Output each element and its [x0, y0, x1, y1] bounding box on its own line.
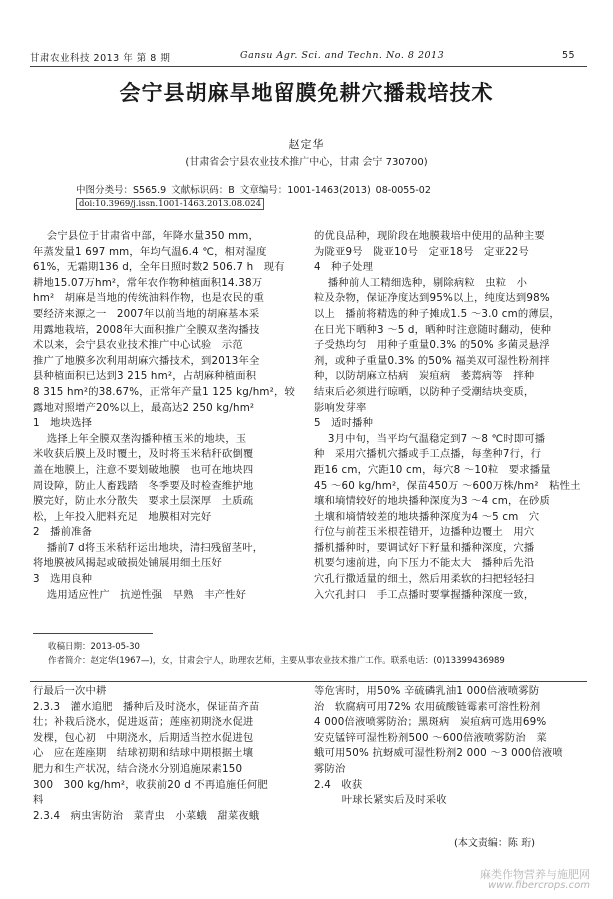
body-line: 将地膜被风揭起或破损处铺展用细土压好 [33, 557, 222, 570]
body-line: 播机播种时，要调试好下籽量和播种深度，穴播 [314, 541, 535, 554]
body-line: 播前7 d将玉米秸秆运出地块，清扫残留茎叶， [33, 541, 264, 554]
body-line: 3 选用良种 [33, 573, 93, 586]
body-line: 肥力和生产状况，结合浇水分别追施尿素150 [33, 762, 243, 775]
watermark-cn: 麻类作物营养与施肥网 [480, 868, 590, 881]
body-line: 行位与前茬玉米根茬错开，边播种边覆土 用穴 [314, 526, 535, 539]
body-line: 播种前人工精细选种，剔除病粒 虫粒 小 [314, 276, 528, 289]
body-line: 等危害时，用50% 辛硫磷乳油1 000倍液喷雾防 [314, 685, 540, 697]
body-line: hm² 胡麻是当地的传统油料作物，也是农民的重 [33, 292, 265, 305]
author-affiliation: (甘肃省会宁县农业技术推广中心，甘肃 会宁 730700) [185, 157, 428, 168]
body-line: 用露地栽培，2008年大面积推广全膜双垄沟播技 [33, 323, 260, 336]
body-line: 300 300 kg/hm²，收获前20 d 不再追施任何肥 [33, 778, 268, 791]
body-line: 壤和墒情较好的地块播种深度为3 ～4 cm，在砂质 [314, 495, 550, 508]
footnote-author: 作者简介：赵定华(1967—)，女，甘肃会宁人，助理农艺师，主要从事农业技术推广工作。联系电话：(0)13399436989 [48, 656, 505, 666]
body-line: 治 软腐病可用72% 农用硫酸链霉素可溶性粉剂 [314, 700, 541, 713]
body-line: 膜完好，防止水分散失 要求土层深厚 土质疏 [33, 495, 254, 508]
body-line: 2.3.4 病虫害防治 菜青虫 小菜蛾 甜菜夜蛾 [33, 809, 260, 822]
body-line: 机要匀速前进，向下压力不能太大 播种后先沿 [314, 557, 535, 570]
body-line: 2.4 收获 [314, 778, 363, 791]
footnote [48, 640, 588, 668]
page-number: 55 [562, 50, 576, 61]
body-line: 入穴孔封口 手工点播时要掌握播种深度一致， [314, 588, 535, 601]
body-line: 雾防治 [314, 762, 346, 775]
header-rule [30, 66, 587, 67]
body-line: 结束后必须进行晾晒，以防种子受潮结块变质， [314, 385, 535, 398]
page-split-rule [30, 681, 587, 682]
body-line: 种 采用穴播机穴播或手工点播，每垄种7行，行 [314, 448, 542, 461]
body-line: 剂，或种子重量0.3% 的50% 福美双可湿性粉剂拌 [314, 354, 550, 367]
body-line: 周设障，防止人畜践踏 冬季要及时检查维护地 [33, 479, 254, 492]
bottom-right-column [314, 684, 586, 809]
body-line: 耕地15.07万hm²，常年农作物种植面积14.38万 [33, 276, 263, 289]
body-line: 年蒸发量1 697 mm，年均气温6.4 ℃，相对湿度 [33, 245, 267, 258]
editor-note: (本文责编：陈 珩) [454, 838, 535, 849]
body-line: 61%，无霜期136 d，全年日照时数2 506.7 h 现有 [33, 261, 285, 274]
body-line: 以上 播前将精选的种子摊成1.5 ～3.0 cm的薄层， [314, 307, 560, 320]
body-line: 45 ～60 kg/hm²，保苗450万 ～600万株/hm² 粘性土 [314, 479, 581, 492]
watermark-url: www.fibercrops.com [488, 880, 590, 891]
body-line: 盖在地膜上，注意不要划破地膜 也可在地块四 [33, 463, 254, 476]
body-line: 要经济来源之一 2007年以前当地的胡麻基本采 [33, 307, 260, 320]
body-line: 4 000倍液喷雾防治；黑斑病 炭疽病可选用69% [314, 716, 547, 729]
body-line: 的优良品种，现阶段在地膜栽培中使用的品种主要 [314, 230, 545, 242]
body-line: 为陇亚9号 陇亚10号 定亚18号 定亚22号 [314, 245, 529, 258]
body-line: 土壤和墒情较差的地块播种深度为4 ～5 cm 穴 [314, 510, 540, 523]
body-line: 4 种子处理 [314, 261, 374, 274]
body-line: 穴孔行撒适量的细土，然后用柔软的扫把轻轻扫 [314, 573, 535, 586]
doi-box: doi:10.3969/j.issn.1001-1463.2013.08.024 [76, 198, 264, 210]
body-line: 心 应在莲座期 结球初期和结球中期根据土壤 [33, 747, 254, 760]
body-line: 选用适应性广 抗逆性强 早熟 丰产性好 [33, 588, 247, 601]
footnote-received: 收稿日期：2013-05-30 [48, 642, 140, 652]
article-title: 会宁县胡麻旱地留膜免耕穴播栽培技术 [119, 81, 494, 105]
body-line: 3月中旬，当平均气温稳定到7 ～8 ℃时即可播 [314, 432, 546, 445]
bottom-left-column [33, 684, 301, 824]
body-line: 县种植面积已达到3 215 hm²，占胡麻种植面积 [33, 370, 257, 383]
body-left-column [33, 229, 301, 603]
article-author: 赵定华 [288, 138, 325, 151]
running-header-journal: Gansu Agr. Sci. and Techn. No. 8 2013 [240, 50, 445, 61]
body-line: 2 播前准备 [33, 526, 93, 539]
body-line: 行最后一次中耕 [33, 685, 107, 697]
classification-line: 中图分类号：S565.9 文献标识码：B 文章编号：1001-1463(2013) 08-0055-02 [76, 185, 431, 196]
body-line: 种，以防胡麻立枯病 炭疽病 萎蔫病等 拌种 [314, 370, 535, 383]
body-line: 术以来，会宁县农业技术推广中心试验 示范 [33, 339, 243, 352]
body-right-column [314, 229, 586, 603]
body-line: 安克锰锌可湿性粉剂500 ～600倍液喷雾防治 菜 [314, 731, 547, 744]
body-line: 松，上年投入肥料充足 地膜相对完好 [33, 510, 212, 523]
body-line: 距16 cm，穴距10 cm，每穴8 ～10粒 要求播量 [314, 463, 551, 476]
body-line: 料 [33, 794, 44, 807]
body-line: 5 适时播种 [314, 417, 374, 430]
body-line: 在日光下晒种3 ～5 d，晒种时注意随时翻动，使种 [314, 323, 552, 336]
body-line: 发棵，包心初 中期浇水，后期适当控水促进包 [33, 731, 254, 744]
body-line: 会宁县位于甘肃省中部，年降水量350 mm， [33, 230, 260, 242]
body-line: 推广了地膜多次利用胡麻穴播技术，到2013年全 [33, 354, 260, 367]
footnote-rule [33, 633, 153, 634]
body-line: 8 315 hm²的38.67%，正常年产量1 125 kg/hm²，较 [33, 385, 295, 398]
body-line: 叶球长紧实后及时采收 [314, 794, 447, 807]
body-line: 粒及杂物，保证净度达到95%以上，纯度达到98% [314, 292, 550, 305]
body-line: 选择上年全膜双垄沟播种植玉米的地块，玉 [33, 432, 247, 445]
body-line: 2.3.3 灌水追肥 播种后及时浇水，保证苗齐苗 [33, 700, 260, 713]
body-line: 米收获后膜上及时覆土，及时将玉米秸秆砍倒覆 [33, 448, 254, 461]
body-line: 影响发芽率 [314, 401, 367, 414]
running-header-left: 甘肃农业科技 2013 年 第 8 期 [30, 53, 171, 64]
body-line: 壮；补栽后浇水，促进返苗；莲座初期浇水促进 [33, 716, 254, 729]
body-line: 蛾可用50% 抗蚜威可湿性粉剂2 000 ～3 000倍液喷 [314, 747, 563, 760]
body-line: 1 地块选择 [33, 417, 93, 430]
body-line: 子受热均匀 用种子重量0.3% 的50% 多菌灵悬浮 [314, 339, 550, 352]
body-line: 露地对照增产20%以上，最高达2 250 kg/hm² [33, 401, 255, 414]
